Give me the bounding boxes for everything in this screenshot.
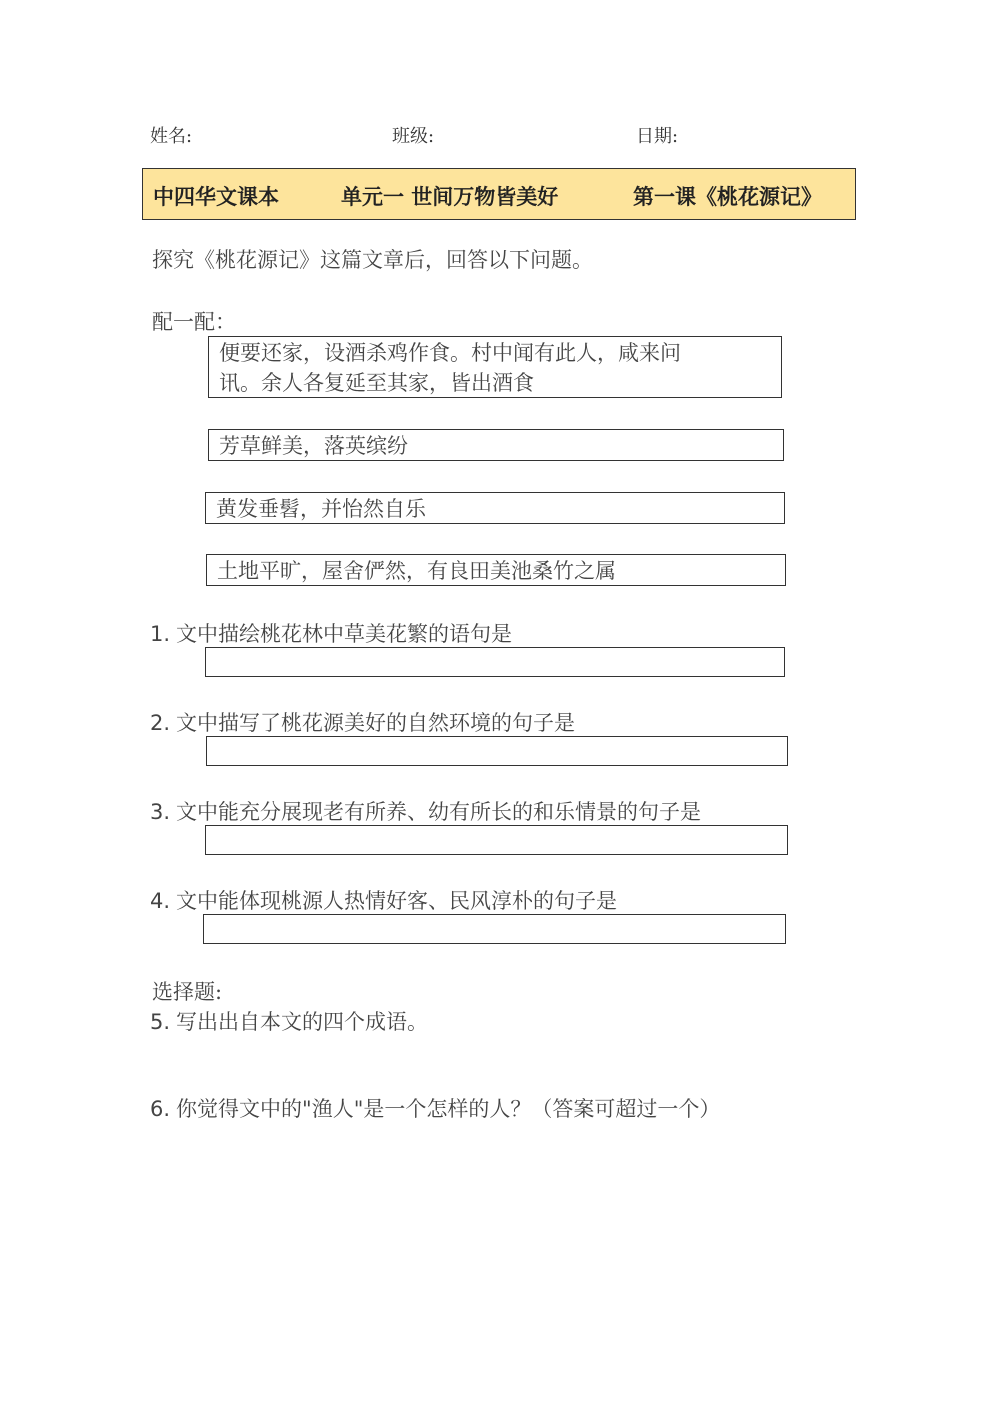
question-3-number: 3. [150, 800, 171, 824]
answer-box-3[interactable] [205, 825, 788, 855]
answer-box-1[interactable] [205, 647, 785, 677]
matching-label: 配一配： [152, 310, 236, 334]
match-item-1-line-1: 便要还家，设酒杀鸡作食。村中闻有此人，咸来问 [219, 341, 681, 365]
answer-box-2[interactable] [206, 736, 788, 766]
match-item-3-text: 黄发垂髫，并怡然自乐 [216, 497, 426, 521]
match-item-3[interactable] [205, 492, 785, 524]
question-5-text: 写出出自本文的四个成语。 [176, 1010, 429, 1034]
question-5 [150, 1006, 428, 1036]
question-4-text: 文中能体现桃源人热情好客、民风淳朴的句子是 [176, 889, 618, 913]
match-item-4[interactable] [206, 554, 786, 586]
textbook-title: 中四华文课本 [153, 185, 279, 209]
question-3 [150, 796, 701, 826]
class-label: 班级: [392, 126, 435, 147]
question-1-text: 文中描绘桃花林中草美花繁的语句是 [176, 622, 513, 646]
intro-text: 探究《桃花源记》这篇文章后，回答以下问题。 [152, 248, 593, 272]
unit-title: 单元一 世间万物皆美好 [341, 185, 559, 209]
question-4 [150, 885, 617, 915]
question-5-number: 5. [150, 1010, 171, 1034]
match-item-2-text: 芳草鲜美，落英缤纷 [219, 434, 408, 458]
question-1-number: 1. [150, 622, 171, 646]
match-item-1[interactable] [208, 336, 782, 398]
lesson-title: 第一课《桃花源记》 [633, 185, 822, 209]
date-label: 日期: [636, 126, 679, 147]
name-label: 姓名: [150, 126, 193, 147]
match-item-2[interactable] [208, 429, 784, 461]
question-2-text: 文中描写了桃花源美好的自然环境的句子是 [176, 711, 576, 735]
question-2 [150, 707, 575, 737]
question-6 [150, 1093, 720, 1123]
question-2-number: 2. [150, 711, 171, 735]
question-3-text: 文中能充分展现老有所养、幼有所长的和乐情景的句子是 [176, 800, 702, 824]
question-4-number: 4. [150, 889, 171, 913]
answer-box-4[interactable] [203, 914, 786, 944]
choice-label: 选择题: [152, 980, 223, 1004]
title-banner [142, 168, 856, 220]
match-item-4-text: 土地平旷，屋舍俨然，有良田美池桑竹之属 [217, 559, 616, 583]
question-6-number: 6. [150, 1097, 171, 1121]
question-1 [150, 618, 512, 648]
question-6-text: 你觉得文中的"渔人"是一个怎样的人？（答案可超过一个） [176, 1097, 721, 1121]
match-item-1-line-2: 讯。余人各复延至其家，皆出酒食 [219, 371, 534, 395]
